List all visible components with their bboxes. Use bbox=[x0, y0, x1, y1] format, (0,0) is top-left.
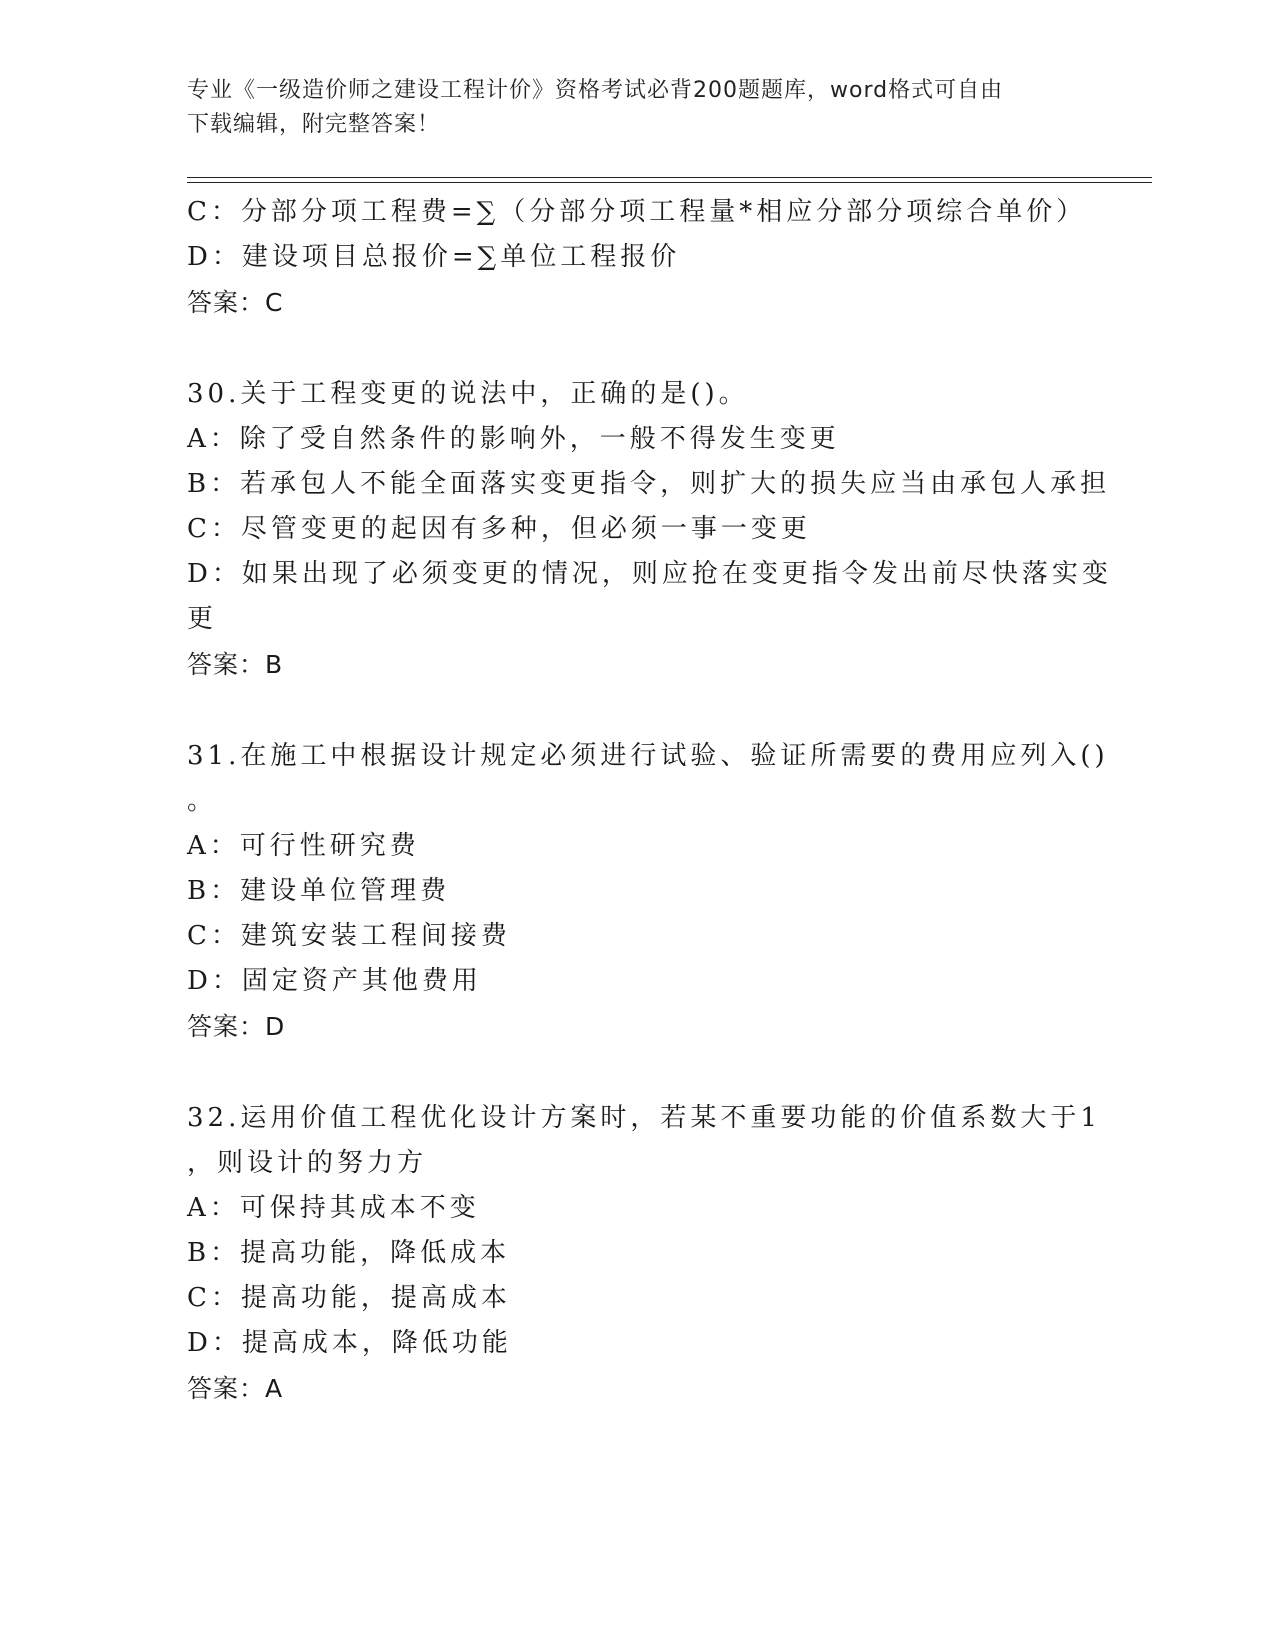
header-line-2: 下载编辑，附完整答案！ bbox=[187, 112, 441, 137]
q32-option-b: B：提高功能，降低成本 bbox=[187, 1238, 511, 1268]
q31-option-a: A：可行性研究费 bbox=[187, 831, 420, 861]
q32-option-d: D：提高成本，降低功能 bbox=[187, 1328, 512, 1358]
q31-option-b: B：建设单位管理费 bbox=[187, 876, 451, 906]
q31-stem-line2: 。 bbox=[187, 786, 218, 816]
q29-answer: 答案：C bbox=[187, 288, 284, 317]
header-rule-top bbox=[187, 177, 1152, 178]
q30-stem: 30.关于工程变更的说法中，正确的是()。 bbox=[187, 379, 749, 409]
q30-option-c: C：尽管变更的起因有多种，但必须一事一变更 bbox=[187, 514, 811, 544]
q30-answer: 答案：B bbox=[187, 650, 284, 679]
q32-stem-line1: 32.运用价值工程优化设计方案时，若某不重要功能的价值系数大于1 bbox=[187, 1103, 1101, 1133]
q31-stem-line1: 31.在施工中根据设计规定必须进行试验、验证所需要的费用应列入() bbox=[187, 741, 1109, 771]
q30-option-b: B：若承包人不能全面落实变更指令，则扩大的损失应当由承包人承担 bbox=[187, 469, 1111, 499]
header-rule-bottom bbox=[187, 182, 1152, 183]
q31-answer: 答案：D bbox=[187, 1012, 286, 1041]
q30-option-d-line2: 更 bbox=[187, 604, 218, 634]
q31-option-c: C：建筑安装工程间接费 bbox=[187, 921, 511, 951]
spacer bbox=[187, 325, 1087, 372]
q32-option-c: C：提高功能，提高成本 bbox=[187, 1283, 511, 1313]
document-header bbox=[187, 74, 1087, 142]
q32-stem-line2: ，则设计的努力方 bbox=[187, 1148, 428, 1178]
spacer bbox=[187, 1049, 1087, 1096]
q30-option-d-line1: D：如果出现了必须变更的情况，则应抢在变更指令发出前尽快落实变 bbox=[187, 559, 1112, 589]
header-line-1: 专业《一级造价师之建设工程计价》资格考试必背200题题库，word格式可自由 bbox=[187, 78, 1004, 103]
q29-option-c: C：分部分项工程费=∑（分部分项工程量*相应分部分项综合单价） bbox=[187, 197, 1087, 227]
q29-option-d: D：建设项目总报价=∑单位工程报价 bbox=[187, 242, 681, 272]
document-body bbox=[187, 190, 1112, 1411]
q32-answer: 答案：A bbox=[187, 1374, 284, 1403]
spacer bbox=[187, 687, 1087, 734]
q32-option-a: A：可保持其成本不变 bbox=[187, 1193, 480, 1223]
q30-option-a: A：除了受自然条件的影响外，一般不得发生变更 bbox=[187, 424, 840, 454]
q31-option-d: D：固定资产其他费用 bbox=[187, 966, 482, 996]
